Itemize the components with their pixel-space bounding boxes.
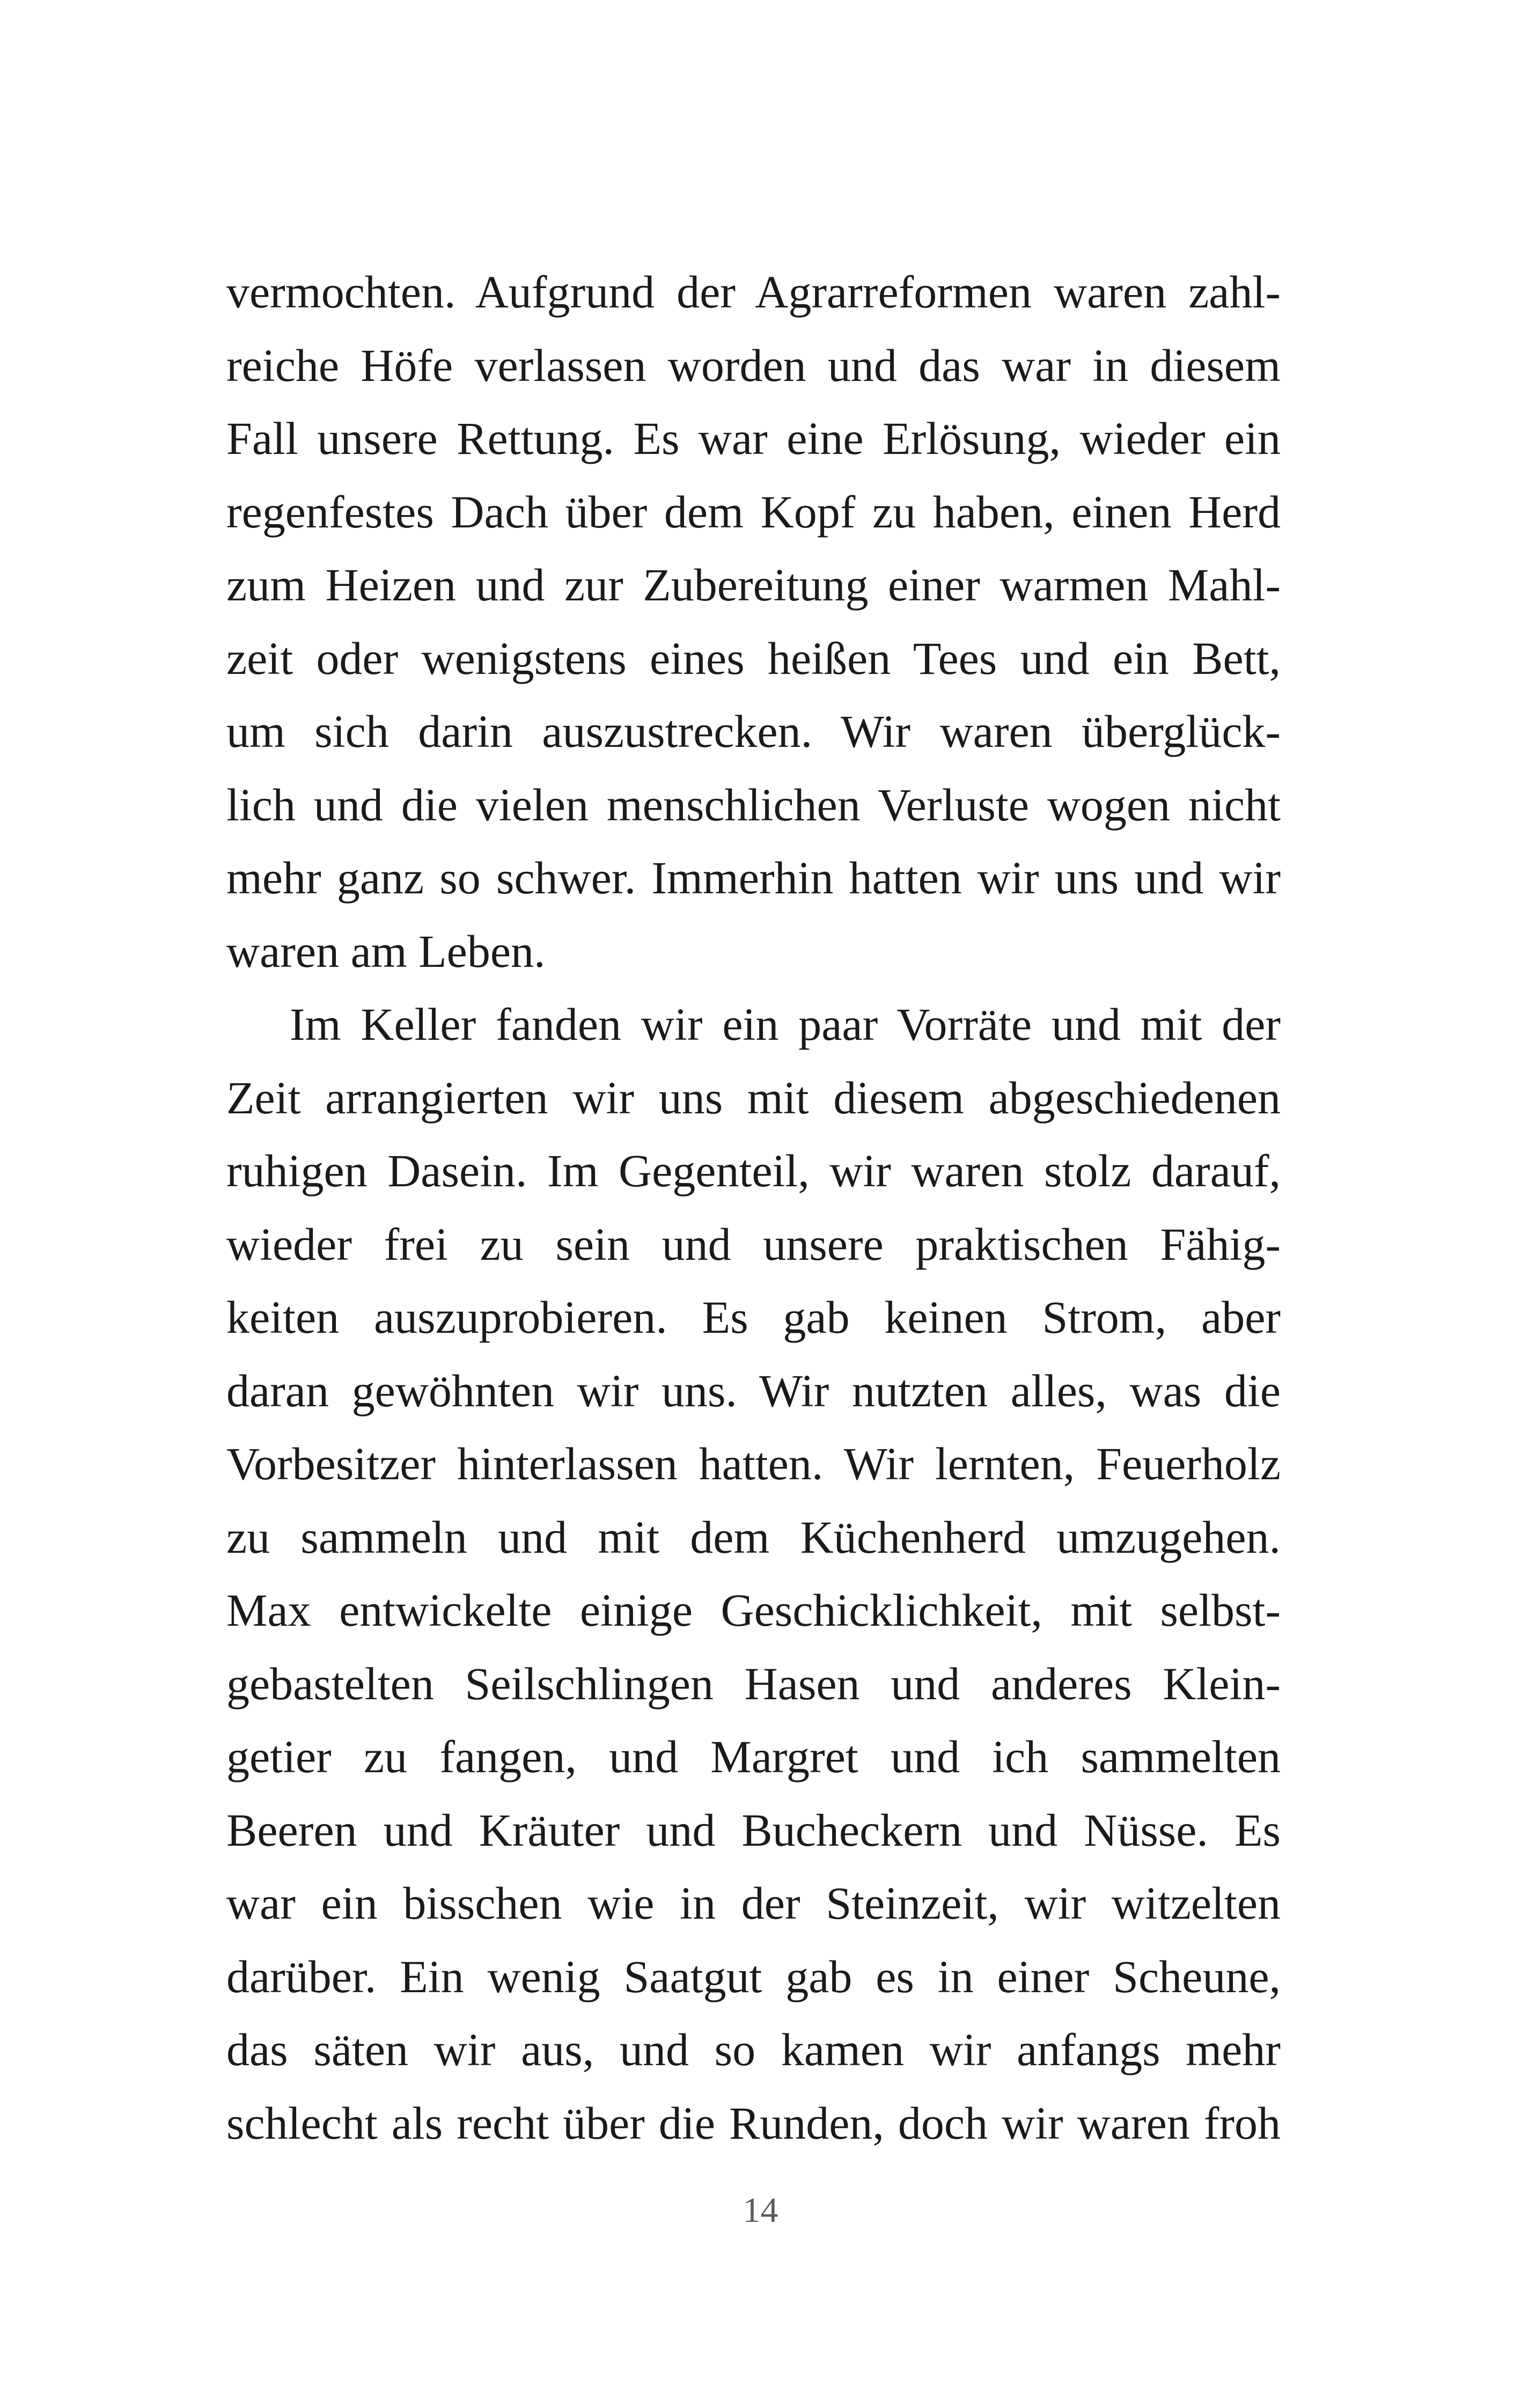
text-line: waren am Leben. (226, 925, 546, 977)
text-line: zeit oder wenigstens eines heißen Tees und ein Bett, (226, 632, 1281, 684)
text-line: zu sammeln und mit dem Küchenherd umzugehen. (226, 1511, 1281, 1563)
text-line: getier zu fangen, und Margret und ich sammelten (226, 1731, 1281, 1782)
text-line: um sich darin auszustrecken. Wir waren überglück- (226, 706, 1281, 757)
text-line: wieder frei zu sein und unsere praktischen Fähig- (226, 1218, 1281, 1270)
text-line: Im Keller fanden wir ein paar Vorräte und mit der (290, 999, 1281, 1050)
text-line: mehr ganz so schwer. Immerhin hatten wir uns und wir (226, 852, 1281, 904)
text-line: gebastelten Seilschlingen Hasen und anderes Klein- (226, 1657, 1281, 1709)
body-text (226, 255, 1281, 2160)
text-line: war ein bisschen wie in der Steinzeit, wir witzelten (226, 1877, 1281, 1929)
text-line: Fall unsere Rettung. Es war eine Erlösung, wieder ein (226, 413, 1281, 464)
page-number: 14 (743, 2191, 778, 2230)
text-line: regenfestes Dach über dem Kopf zu haben, einen Herd (226, 486, 1281, 538)
text-line: Zeit arrangierten wir uns mit diesem abgeschiedenen (226, 1071, 1281, 1124)
text-line: reiche Höfe verlassen worden und das war in diesem (226, 339, 1281, 391)
paragraph (226, 988, 1281, 2160)
text-line: ruhigen Dasein. Im Gegenteil, wir waren stolz darauf, (226, 1145, 1281, 1196)
text-line: das säten wir aus, und so kamen wir anfangs mehr (226, 2024, 1281, 2075)
text-line: Max entwickelte einige Geschicklichkeit, mit selbst- (226, 1584, 1281, 1636)
text-line: daran gewöhnten wir uns. Wir nutzten alles, was die (226, 1364, 1281, 1416)
text-line: darüber. Ein wenig Saatgut gab es in einer Scheune, (226, 1950, 1281, 2002)
text-line: zum Heizen und zur Zubereitung einer warmen Mahl- (226, 559, 1281, 611)
text-line: schlecht als recht über die Runden, doch wir waren froh (226, 2097, 1281, 2149)
text-line: Vorbesitzer hinterlassen hatten. Wir lernten, Feuerholz (226, 1438, 1281, 1489)
text-line: Beeren und Kräuter und Bucheckern und Nüsse. Es (226, 1804, 1281, 1856)
text-line: keiten auszuprobieren. Es gab keinen Strom, aber (226, 1291, 1281, 1343)
text-line: vermochten. Aufgrund der Agrarreformen waren zahl- (226, 266, 1281, 318)
text-line: lich und die vielen menschlichen Verluste wogen nicht (226, 779, 1281, 831)
paragraph (226, 255, 1281, 988)
